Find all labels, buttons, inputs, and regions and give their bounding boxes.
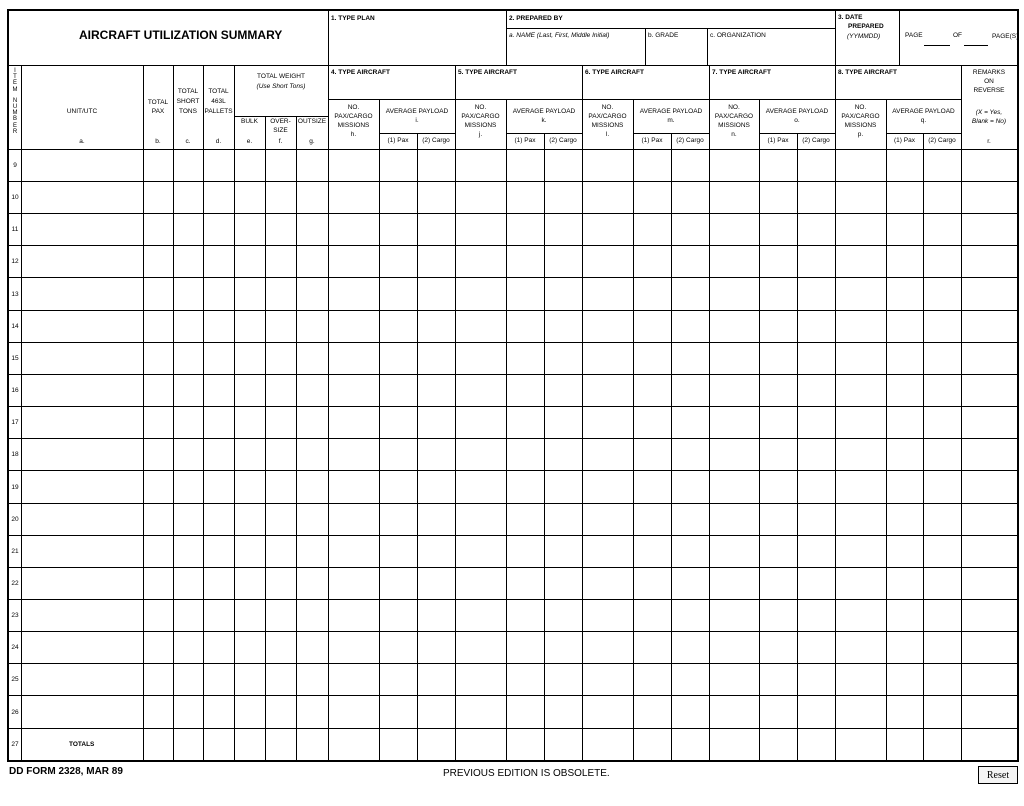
cargo-subheader: (2) Cargo <box>928 137 956 144</box>
column-letter: p. <box>857 131 864 138</box>
column-letter: b. <box>155 138 161 145</box>
column-divider <box>923 133 924 760</box>
page-number-blank <box>924 45 950 46</box>
cargo-subheader: (2) Cargo <box>802 137 830 144</box>
aircraft-type-label: 8. TYPE AIRCRAFT <box>838 69 897 76</box>
item-number-letter: N <box>12 97 18 104</box>
column-divider <box>671 133 672 760</box>
column-divider <box>234 65 235 760</box>
row-divider <box>9 406 1017 407</box>
column-divider <box>582 65 583 760</box>
row-divider <box>9 535 1017 536</box>
remarks-note: (X = Yes, <box>975 109 1003 116</box>
row-divider <box>9 599 1017 600</box>
column-letter: g. <box>309 138 315 145</box>
type-plan-label: 1. TYPE PLAN <box>331 15 375 22</box>
column-divider <box>417 133 418 760</box>
aircraft-type-label: 6. TYPE AIRCRAFT <box>585 69 644 76</box>
row-divider <box>9 728 1017 729</box>
row-number: 27 <box>11 741 19 748</box>
column-letter: f. <box>278 138 283 145</box>
missions-header: PAX/CARGO <box>588 113 627 120</box>
row-number: 20 <box>11 516 19 523</box>
short-tons-header: TOTAL <box>177 88 199 95</box>
column-letter: i. <box>415 117 419 124</box>
total-pax-header: TOTAL <box>147 99 169 106</box>
row-number: 13 <box>11 291 19 298</box>
column-divider <box>835 65 836 760</box>
column-divider <box>633 99 634 760</box>
short-tons-header: TONS <box>179 108 197 115</box>
date-label: 3. DATE <box>838 14 863 21</box>
column-letter: k. <box>541 117 547 124</box>
row-number: 11 <box>11 226 19 233</box>
item-number-letter: E <box>12 80 17 87</box>
column-letter: d. <box>215 138 222 145</box>
column-divider <box>759 99 760 760</box>
missions-header: NO. <box>854 104 867 111</box>
pallets-header: PALLETS <box>204 108 233 115</box>
row-divider <box>9 245 1017 246</box>
header-bottom-line <box>9 65 1017 66</box>
cargo-subheader: (2) Cargo <box>676 137 704 144</box>
row-number: 26 <box>11 709 19 716</box>
item-number-letter: I <box>14 68 16 74</box>
row-divider <box>9 470 1017 471</box>
total-pax-header: PAX <box>151 108 165 115</box>
missions-header: PAX/CARGO <box>841 113 880 120</box>
row-divider <box>9 277 1017 278</box>
row-divider <box>9 374 1017 375</box>
column-letter: e. <box>246 138 253 145</box>
payload-split-line <box>759 133 835 134</box>
column-letter: m. <box>667 117 675 124</box>
date-format-label: (YYMMDD) <box>847 33 881 40</box>
short-tons-header: SHORT <box>176 98 200 105</box>
form-title: AIRCRAFT UTILIZATION SUMMARY <box>79 28 283 42</box>
row-number: 19 <box>11 484 19 491</box>
pallets-header: 463L <box>211 98 226 105</box>
aircraft-type-label: 7. TYPE AIRCRAFT <box>712 69 771 76</box>
column-divider <box>379 99 380 760</box>
row-number: 12 <box>11 258 19 265</box>
missions-header: NO. <box>474 104 487 111</box>
header-divider <box>328 11 329 65</box>
name-label: a. NAME (Last, First, Middle Initial) <box>509 32 610 39</box>
bulk-header: BULK <box>241 118 258 125</box>
payload-split-line <box>506 133 582 134</box>
missions-header: MISSIONS <box>718 122 750 129</box>
column-divider <box>143 65 144 760</box>
remarks-header: ON <box>984 78 994 85</box>
unit-utc-header: UNIT/UTC <box>66 108 98 115</box>
row-number: 17 <box>11 419 19 426</box>
row-divider <box>9 342 1017 343</box>
pax-subheader: (1) Pax <box>641 137 663 144</box>
page-count-blank <box>964 45 988 46</box>
row-divider <box>9 567 1017 568</box>
avg-payload-header: AVERAGE PAYLOAD <box>512 108 576 115</box>
row-number: 16 <box>11 387 19 394</box>
item-number-letter: U <box>12 104 18 111</box>
cargo-subheader: (2) Cargo <box>549 137 577 144</box>
aircraft-utilization-form <box>7 9 1019 762</box>
total-weight-header: TOTAL WEIGHT <box>257 73 305 80</box>
avg-payload-header: AVERAGE PAYLOAD <box>765 108 829 115</box>
row-number: 25 <box>11 676 19 683</box>
column-divider <box>506 99 507 760</box>
column-divider <box>173 65 174 760</box>
remarks-header: REMARKS <box>972 69 1006 76</box>
row-divider <box>9 181 1017 182</box>
row-number: 21 <box>11 548 19 555</box>
avg-payload-header: AVERAGE PAYLOAD <box>385 108 449 115</box>
date-prepared-label: PREPARED <box>848 23 884 30</box>
missions-header: MISSIONS <box>591 122 624 129</box>
column-divider <box>961 65 962 760</box>
organization-label: c. ORGANIZATION <box>710 32 766 39</box>
row-number: 15 <box>11 355 19 362</box>
page-label: PAGE <box>905 32 923 39</box>
aircraft-type-label: 5. TYPE AIRCRAFT <box>458 69 517 76</box>
pax-subheader: (1) Pax <box>894 137 915 144</box>
column-letter: j. <box>478 131 483 138</box>
outsize-header: OUTSIZE <box>297 118 327 125</box>
header-divider <box>707 28 708 65</box>
missions-header: PAX/CARGO <box>714 113 754 120</box>
row-divider <box>9 503 1017 504</box>
column-divider <box>455 65 456 760</box>
item-number-letter: M <box>12 86 18 93</box>
row-divider <box>9 631 1017 632</box>
row-number: 23 <box>11 612 19 619</box>
column-divider <box>21 65 22 760</box>
missions-header: MISSIONS <box>464 122 497 129</box>
aircraft-type-label: 4. TYPE AIRCRAFT <box>331 69 390 76</box>
row-number: 10 <box>11 194 19 201</box>
pallets-header: TOTAL <box>208 88 229 95</box>
column-divider <box>544 133 545 760</box>
column-divider <box>203 65 204 760</box>
column-letter: r. <box>987 138 991 145</box>
payload-split-line <box>886 133 961 134</box>
column-letter: h. <box>350 131 357 138</box>
missions-header: MISSIONS <box>844 122 877 129</box>
row-number: 14 <box>11 323 19 330</box>
cargo-subheader: (2) Cargo <box>422 137 450 144</box>
oversize-header: SIZE <box>273 127 288 134</box>
remarks-header: REVERSE <box>973 87 1005 94</box>
pax-subheader: (1) Pax <box>514 137 536 144</box>
column-letter: a. <box>79 138 85 145</box>
header-divider <box>899 11 900 65</box>
row-number: 9 <box>13 162 17 169</box>
missions-header: NO. <box>601 104 614 111</box>
item-number-letter: M <box>12 110 18 117</box>
header-divider <box>645 28 646 65</box>
row-number: 18 <box>11 451 19 458</box>
column-divider <box>328 65 329 760</box>
header-divider <box>835 11 836 65</box>
row-number: 24 <box>11 644 19 651</box>
avg-payload-header: AVERAGE PAYLOAD <box>639 108 703 115</box>
row-number: 22 <box>11 580 19 587</box>
column-letter: o. <box>794 117 800 124</box>
missions-header: PAX/CARGO <box>334 113 373 120</box>
oversize-header: OVER- <box>270 118 291 125</box>
obsolete-notice: PREVIOUS EDITION IS OBSOLETE. <box>443 768 610 779</box>
aircraft-group-line <box>328 99 961 100</box>
total-weight-line <box>234 116 328 117</box>
row-divider <box>9 663 1017 664</box>
pages-label: PAGE(S) <box>992 33 1019 40</box>
missions-header: MISSIONS <box>337 122 370 129</box>
item-number-label <box>9 68 21 135</box>
reset-button[interactable]: Reset <box>978 766 1018 784</box>
item-number-letter: R <box>12 128 18 135</box>
payload-split-line <box>633 133 709 134</box>
totals-label: TOTALS <box>69 741 95 748</box>
prepared-by-label: 2. PREPARED BY <box>509 15 563 22</box>
column-header-bottom-line <box>9 149 1017 150</box>
prepared-by-line <box>506 28 835 29</box>
missions-header: NO. <box>347 104 360 111</box>
column-letter: c. <box>185 138 191 145</box>
row-divider <box>9 438 1017 439</box>
missions-header: NO. <box>728 104 740 111</box>
of-label: OF <box>953 32 963 39</box>
payload-split-line <box>379 133 455 134</box>
column-letter: l. <box>605 131 610 138</box>
column-divider <box>886 99 887 760</box>
item-number-letter: B <box>12 116 17 123</box>
row-divider <box>9 310 1017 311</box>
item-number-letter: T <box>13 74 17 81</box>
pax-subheader: (1) Pax <box>767 137 789 144</box>
row-divider <box>9 695 1017 696</box>
remarks-note: Blank = No) <box>971 118 1007 125</box>
pax-subheader: (1) Pax <box>387 137 409 144</box>
row-divider <box>9 213 1017 214</box>
column-divider <box>797 133 798 760</box>
column-letter: n. <box>731 131 737 138</box>
total-weight-subheader: (Use Short Tons) <box>256 83 306 90</box>
missions-header: PAX/CARGO <box>461 113 500 120</box>
grade-label: b. GRADE <box>648 32 679 39</box>
column-letter: q. <box>920 117 927 124</box>
column-divider <box>709 65 710 760</box>
header-divider <box>506 11 507 65</box>
form-id: DD FORM 2328, MAR 89 <box>9 766 123 777</box>
item-number-letter: E <box>12 122 17 129</box>
avg-payload-header: AVERAGE PAYLOAD <box>892 108 955 115</box>
